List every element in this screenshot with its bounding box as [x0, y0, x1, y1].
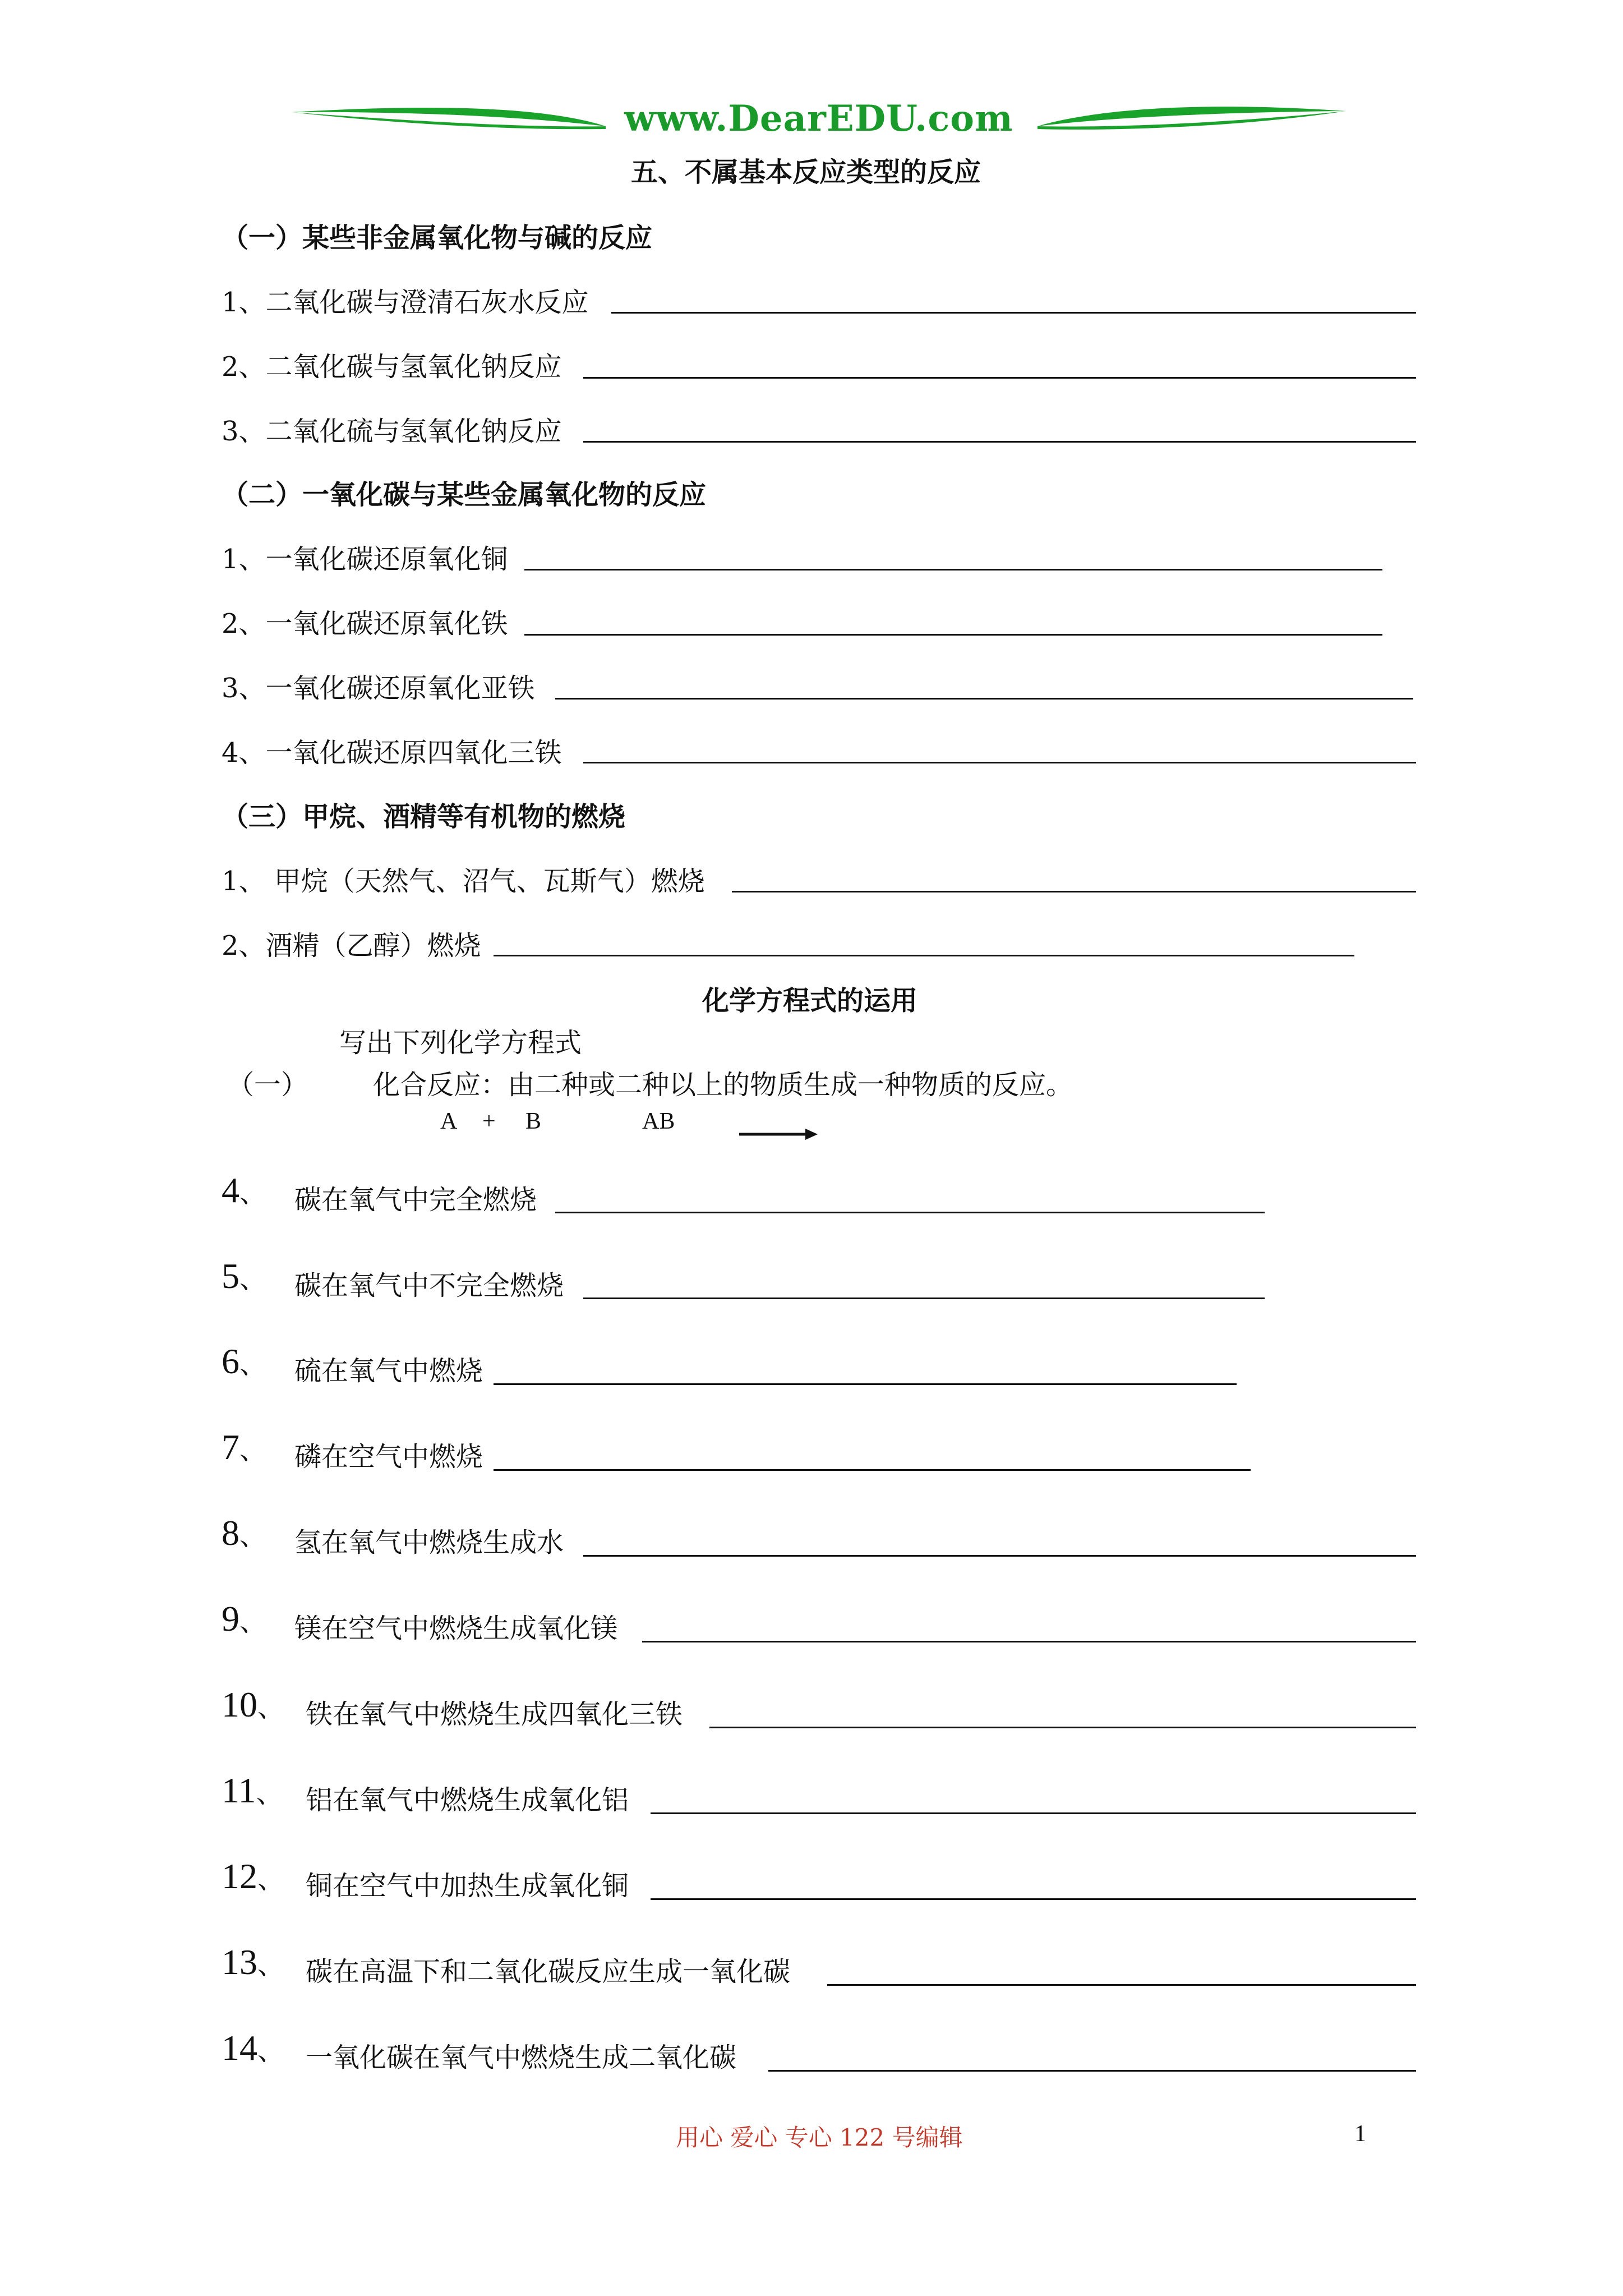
item-number: 5: [222, 1256, 239, 1296]
reaction-type-label: （一）: [227, 1069, 308, 1101]
item-number: 9: [222, 1599, 239, 1639]
answer-line[interactable]: [555, 698, 1413, 700]
section-heading-1: （一）某些非金属氧化物与碱的反应: [222, 222, 653, 254]
question-2-4: 4、一氧化碳还原四氧化三铁: [222, 737, 562, 769]
equation-item: 6、: [222, 1341, 267, 1381]
answer-line[interactable]: [583, 1555, 1416, 1557]
answer-line[interactable]: [768, 2070, 1416, 2072]
page-title: 五、不属基本反应类型的反应: [631, 157, 981, 188]
question-3-1: 1、 甲烷（天然气、沼气、瓦斯气）燃烧: [222, 866, 705, 897]
page-number: 1: [1354, 2121, 1366, 2147]
answer-line[interactable]: [732, 891, 1416, 892]
equation-text: 硫在氧气中燃烧: [294, 1355, 483, 1387]
answer-line[interactable]: [583, 377, 1416, 379]
equation-text: 碳在氧气中完全燃烧: [294, 1184, 537, 1216]
footer-text: 用心 爱心 专心 122 号编辑: [676, 2124, 963, 2151]
equation-text: 氢在氧气中燃烧生成水: [294, 1527, 564, 1558]
equation-item: 10、: [222, 1685, 285, 1724]
equation-item: 11、: [222, 1770, 283, 1810]
answer-line[interactable]: [583, 762, 1416, 763]
formula-a: A: [440, 1108, 458, 1134]
equation-item: 7、: [222, 1427, 267, 1467]
equation-text: 一氧化碳在氧气中燃烧生成二氧化碳: [306, 2042, 737, 2073]
item-number: 8: [222, 1513, 239, 1553]
item-number: 11: [222, 1770, 256, 1810]
equation-text: 碳在高温下和二氧化碳反应生成一氧化碳: [306, 1956, 791, 1987]
question-1-3: 3、二氧化硫与氢氧化钠反应: [222, 416, 562, 447]
equation-text: 磷在空气中燃烧: [294, 1441, 483, 1473]
question-2-3: 3、一氧化碳还原氧化亚铁: [222, 673, 535, 704]
answer-line[interactable]: [583, 441, 1416, 443]
item-number: 10: [222, 1685, 257, 1724]
equation-item: 9、: [222, 1599, 267, 1639]
equation-item: 8、: [222, 1513, 267, 1553]
equation-item: 12、: [222, 1856, 285, 1896]
equation-item: 13、: [222, 1942, 285, 1982]
equation-text: 镁在空气中燃烧生成氧化镁: [294, 1613, 618, 1644]
formula-ab: AB: [642, 1108, 675, 1134]
arrow-right-icon: [739, 1128, 818, 1143]
equation-text: 铁在氧气中燃烧生成四氧化三铁: [306, 1699, 683, 1730]
item-number: 4: [222, 1170, 239, 1210]
section-heading-2: （二）一氧化碳与某些金属氧化物的反应: [222, 479, 707, 510]
equation-text: 铝在氧气中燃烧生成氧化铝: [306, 1784, 629, 1816]
answer-line[interactable]: [651, 1898, 1416, 1900]
answer-line[interactable]: [827, 1984, 1416, 1986]
section-heading-3: （三）甲烷、酒精等有机物的燃烧: [222, 801, 626, 832]
formula-b: B: [525, 1108, 542, 1134]
answer-line[interactable]: [709, 1727, 1416, 1728]
answer-line[interactable]: [611, 312, 1416, 314]
instruction-text: 写出下列化学方程式: [339, 1027, 582, 1059]
item-number: 7: [222, 1427, 239, 1467]
item-number: 12: [222, 1856, 257, 1896]
answer-line[interactable]: [494, 1383, 1237, 1385]
equation-item: 5、: [222, 1256, 267, 1296]
equation-item: 14、: [222, 2028, 285, 2068]
equation-text: 铜在空气中加热生成氧化铜: [306, 1870, 629, 1902]
answer-line[interactable]: [642, 1641, 1416, 1642]
answer-line[interactable]: [524, 569, 1382, 570]
question-2-2: 2、一氧化碳还原氧化铁: [222, 608, 508, 639]
item-number: 13: [222, 1942, 257, 1982]
formula-plus: +: [482, 1108, 496, 1134]
answer-line[interactable]: [524, 634, 1382, 636]
logo-text: www.DearEDU.com: [624, 98, 1013, 140]
question-2-1: 1、一氧化碳还原氧化铜: [222, 544, 508, 575]
answer-line[interactable]: [651, 1812, 1416, 1814]
equation-item: 4、: [222, 1170, 267, 1210]
reaction-type-desc: 化合反应：由二种或二种以上的物质生成一种物质的反应。: [373, 1069, 1073, 1101]
site-logo: [292, 95, 1346, 140]
question-1-1: 1、二氧化碳与澄清石灰水反应: [222, 287, 589, 318]
question-3-2: 2、酒精（乙醇）燃烧: [222, 930, 481, 961]
equation-text: 碳在氧气中不完全燃烧: [294, 1270, 564, 1301]
answer-line[interactable]: [583, 1297, 1265, 1299]
section-title: 化学方程式的运用: [702, 985, 918, 1016]
answer-line[interactable]: [494, 955, 1354, 956]
question-1-2: 2、二氧化碳与氢氧化钠反应: [222, 351, 562, 383]
answer-line[interactable]: [494, 1469, 1251, 1471]
item-number: 6: [222, 1341, 239, 1381]
item-number: 14: [222, 2028, 257, 2068]
answer-line[interactable]: [555, 1212, 1265, 1213]
